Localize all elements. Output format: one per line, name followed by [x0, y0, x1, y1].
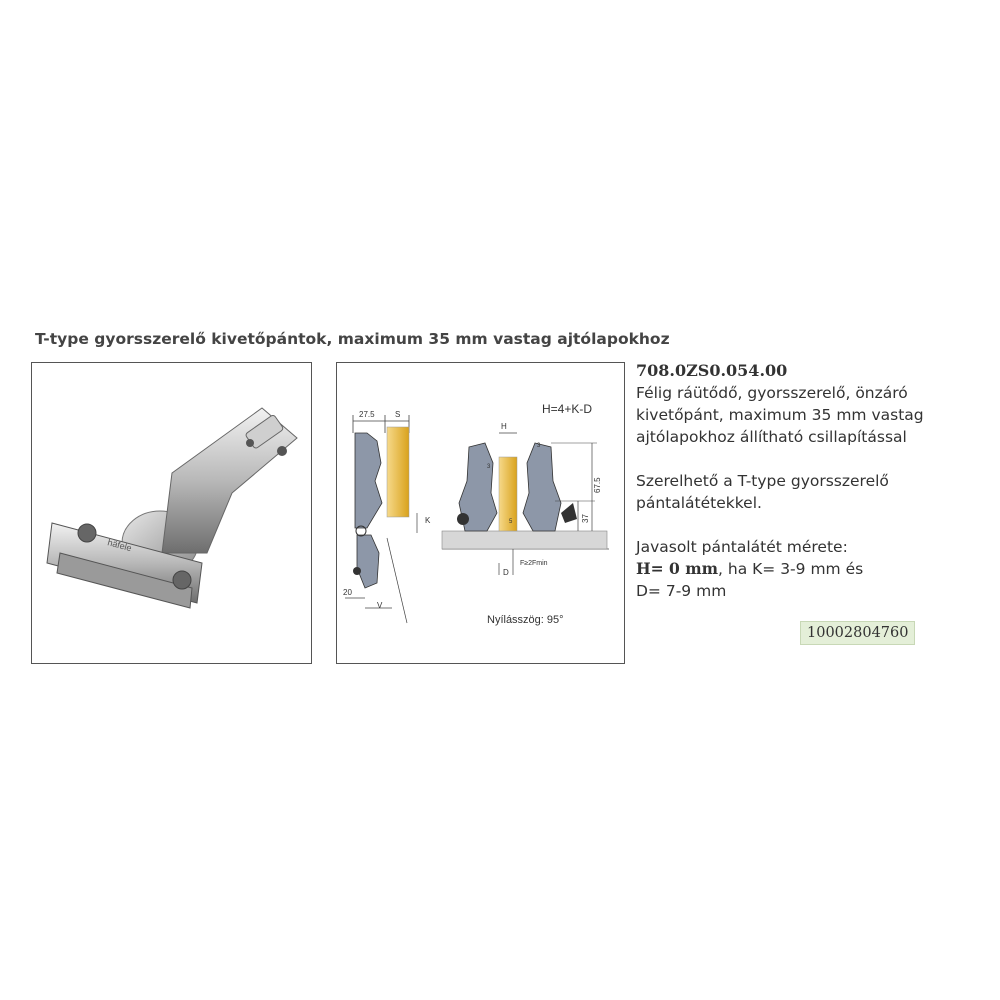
- technical-drawing-frame: [336, 362, 625, 664]
- hinge-photo: [32, 363, 311, 663]
- dim-s: S: [395, 410, 401, 419]
- page-heading: T-type gyorsszerelő kivetőpántok, maximum 35 mm vastag ajtólapokhoz: [35, 330, 670, 348]
- formula-label: H=4+K-D: [542, 402, 593, 416]
- recommend-h-label: H= 0 mm: [636, 559, 719, 578]
- mounting-note: Szerelhető a T-type gyorsszerelő pántalátétekkel.: [636, 472, 889, 512]
- dim-67-5: 67.5: [593, 477, 602, 493]
- small-3-left: 3: [487, 464, 491, 470]
- small-5: 5: [509, 519, 513, 525]
- dim-d: D: [503, 568, 509, 577]
- dim-h: H: [501, 422, 507, 431]
- article-number-badge: 10002804760: [800, 621, 915, 645]
- dim-f: F≥2Fmin: [520, 560, 548, 567]
- technical-drawing: [337, 363, 624, 663]
- dim-27-5: 27.5: [359, 410, 375, 419]
- svg-text:häfele: häfele: [106, 537, 133, 554]
- product-info: [636, 360, 936, 602]
- dim-37: 37: [581, 514, 590, 523]
- dim-20: 20: [343, 588, 352, 597]
- opening-angle: Nyílásszög: 95°: [487, 614, 564, 626]
- recommend-h-rest: , ha K= 3-9 mm és: [718, 560, 864, 578]
- dim-k: K: [425, 516, 431, 525]
- small-3-right: 3: [537, 443, 541, 449]
- recommend-title: Javasolt pántalátét mérete:: [636, 538, 848, 556]
- product-description: Félig ráütődő, gyorsszerelő, önzáró kivetőpánt, maximum 35 mm vastag ajtólapokhoz állítható csillapítással: [636, 384, 924, 446]
- dim-v: V: [377, 601, 383, 610]
- product-code: 708.0ZS0.054.00: [636, 361, 788, 380]
- recommend-d: D= 7-9 mm: [636, 582, 727, 600]
- product-photo-frame: [31, 362, 312, 664]
